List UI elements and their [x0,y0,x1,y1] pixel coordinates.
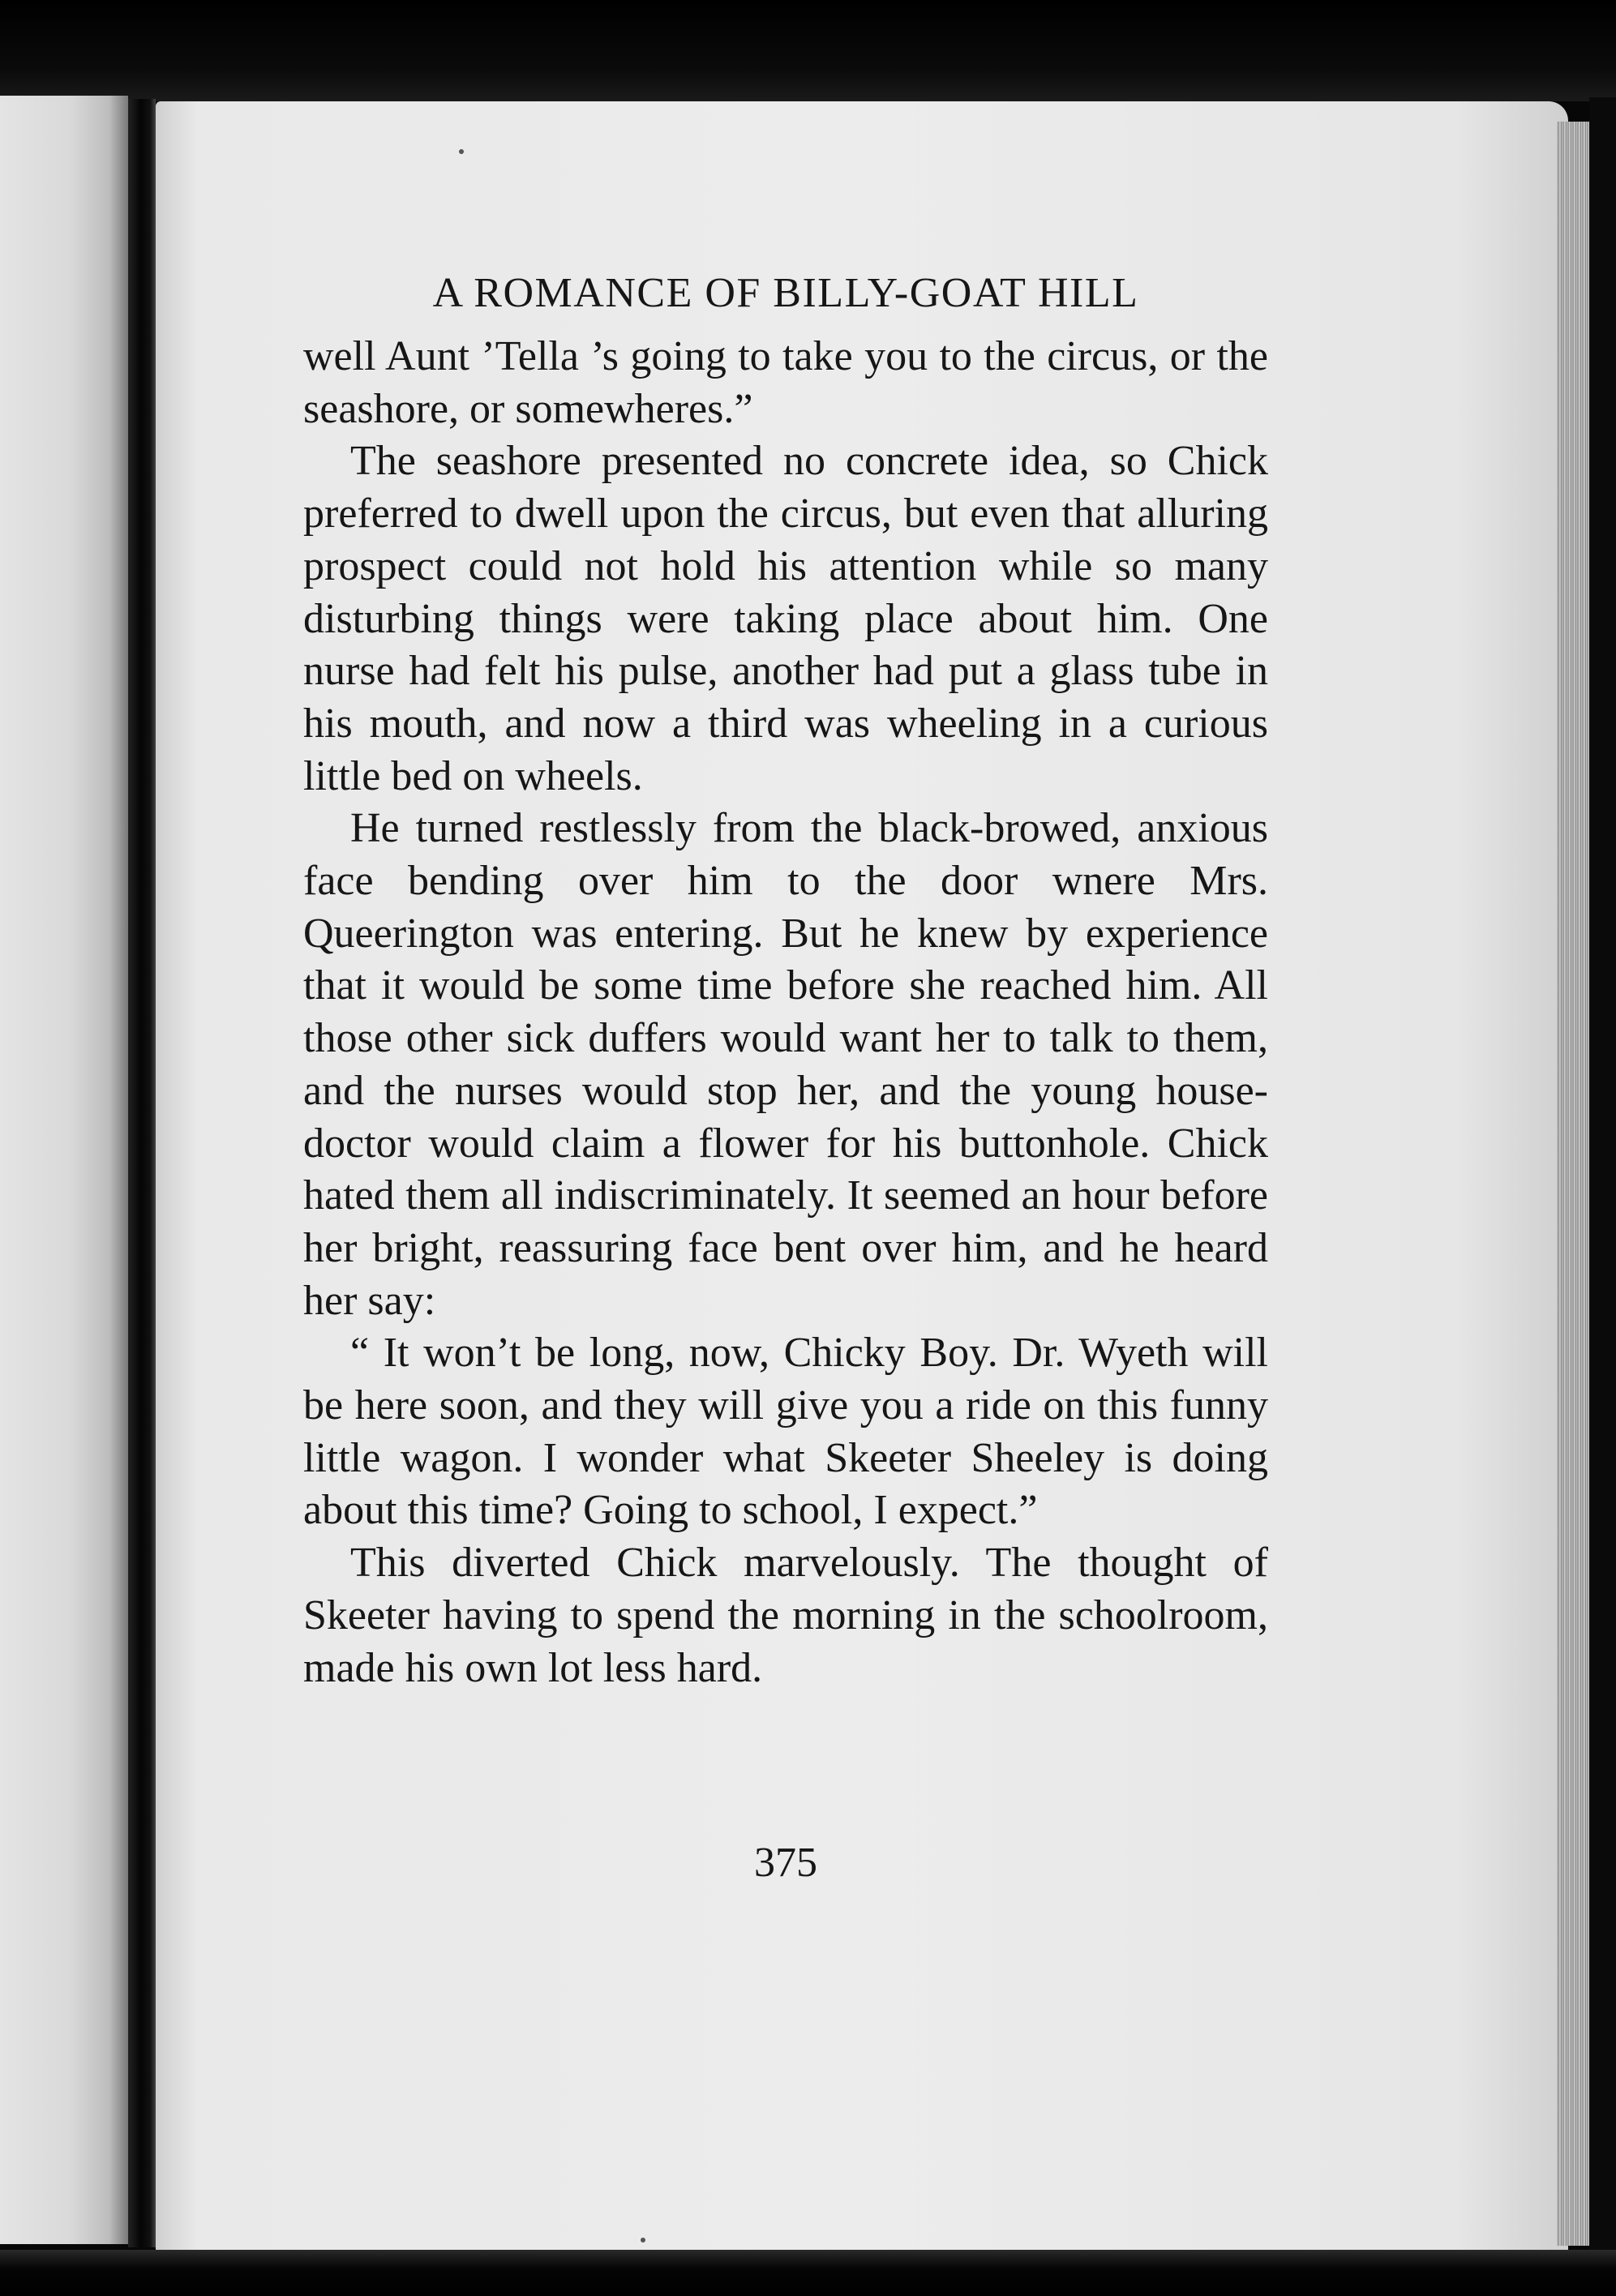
paragraph: “ It won’t be long, now, Chicky Boy. Dr. Wyeth will be here soon, and they will give you a ride on this funny little wagon. I wonder what Skeeter Sheeley is doing about this time? Going to school, I expect.” [303,1330,1268,1534]
page-text-block [303,268,1268,1694]
scan-bottom-border [0,2250,1616,2296]
paper-speck [459,149,464,154]
scan-top-border [0,0,1616,101]
paragraph: well Aunt ’Tella ’s going to take you to the circus, or the seashore, or somewheres.” [303,333,1268,432]
scan-right-border [1589,97,1616,2296]
paper-speck [641,2238,645,2242]
page-number: 375 [754,1840,817,1886]
facing-page-edge [0,96,128,2244]
paragraph: This diverted Chick marvelously. The thought of Skeeter having to spend the morning in the schoolroom, made his own lot less hard. [303,1540,1268,1691]
running-head: A ROMANCE OF BILLY-GOAT HILL [432,270,1139,316]
paragraph: He turned restlessly from the black-browed, anxious face bending over him to the door wnere Mrs. Queerington was entering. But he knew by experience that it would be some time before she reached him. All those other sick duffers would want her to talk to them, and the nurses would stop her, and the young house-doctor would claim a flower for his buttonhole. Chick hated them all indiscriminately. It seemed an hour before her bright, reassuring face bent over him, and he heard her say: [303,805,1268,1324]
paragraph: The seashore presented no concrete idea, so Chick preferred to dwell upon the circus, but even that alluring prospect could not hold his attention while so many disturbing things were taking place about him. One nurse had felt his pulse, another had put a glass tube in his mouth, and now a third was wheeling in a curious little bed on wheels. [303,438,1268,799]
page-leaf-edges [1557,122,1589,2246]
book-gutter [128,99,156,2247]
